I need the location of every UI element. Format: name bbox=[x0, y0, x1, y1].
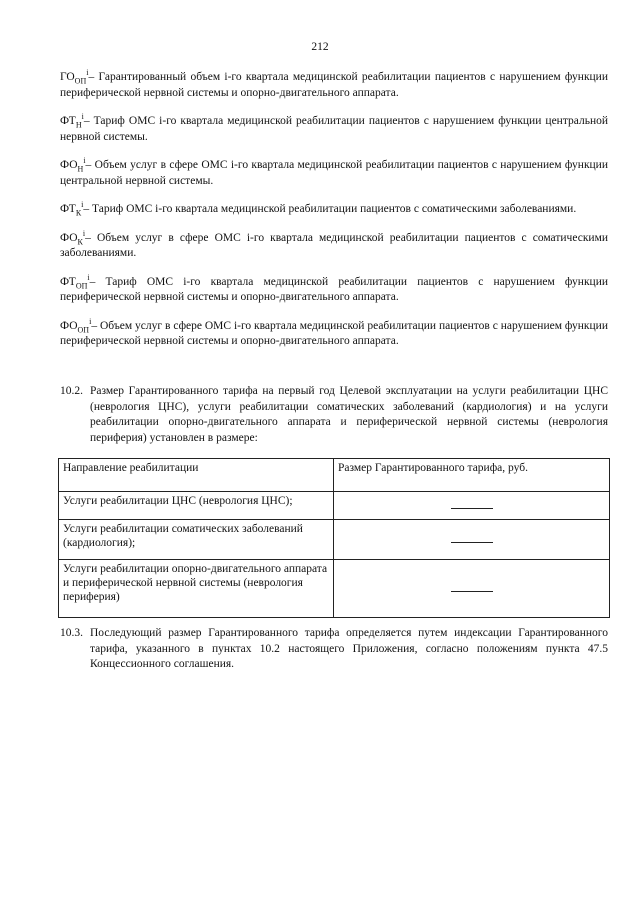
blank-value-line bbox=[451, 590, 493, 592]
table-row bbox=[59, 492, 610, 520]
table-header-row bbox=[59, 459, 610, 492]
definition-text: Тариф ОМС i-го квартала медицинской реабилитации пациентов с нарушением функции центральной нервной системы. bbox=[60, 115, 609, 143]
definition-symbol: $ФТ_К^i-$ bbox=[60, 200, 93, 218]
definition-symbol: $ФТ_Н^i-$ bbox=[60, 112, 94, 130]
definition-text: Тариф ОМС i-го квартала медицинской реабилитации пациентов с соматическими заболеваниями. bbox=[92, 203, 577, 215]
definition-symbol: $ФО_Н^i-$ bbox=[60, 156, 95, 174]
table-header-direction: Направление реабилитации bbox=[59, 459, 334, 492]
definition-fo-n bbox=[60, 158, 608, 189]
table-row bbox=[59, 560, 610, 618]
table-header-tariff: Размер Гарантированного тарифа, руб. bbox=[334, 459, 610, 492]
table-cell-direction: Услуги реабилитации соматических заболеваний (кардиология); bbox=[59, 520, 334, 560]
blank-value-line bbox=[451, 507, 493, 509]
clause-number: 10.3. bbox=[60, 627, 83, 639]
definition-symbol: $ФО_К^i-$ bbox=[60, 228, 97, 246]
definition-ft-k bbox=[60, 202, 608, 218]
table-cell-value bbox=[334, 520, 610, 560]
clause-text: Размер Гарантированного тарифа на первый год Целевой эксплуатации на услуги реабилитации ЦНС (неврология ЦНС), услуги реабилитации соматических заболеваний (кардиология) и на услуги реабилитации опорно-двигательного аппарата и периферической нервной системы (неврология периферия) установлен в размере: bbox=[90, 385, 608, 444]
definition-text: Объем услуг в сфере ОМС i-го квартала медицинской реабилитации пациентов с нарушением функции центральной нервной системы. bbox=[60, 159, 608, 187]
clause-10-3 bbox=[60, 626, 608, 673]
definition-text: Гарантированный объем i-го квартала медицинской реабилитации пациентов с нарушением функции периферической нервной системы и опорно-двигательного аппарата. bbox=[60, 71, 608, 99]
definition-go-op bbox=[60, 70, 608, 101]
table-cell-value bbox=[334, 560, 610, 618]
definition-symbol: $ФО_{ОП}^i-$ bbox=[60, 316, 100, 334]
definition-symbol: $ГО_{ОП}^i-$ bbox=[60, 68, 99, 86]
blank-value-line bbox=[451, 541, 493, 543]
definition-ft-op bbox=[60, 272, 609, 306]
definition-text: Объем услуг в сфере ОМС i-го квартала медицинской реабилитации пациентов с нарушением функции периферической нервной системы и опорно-двигательного аппарата. bbox=[60, 319, 608, 347]
definition-fo-op bbox=[60, 316, 608, 350]
table-cell-value bbox=[334, 492, 610, 520]
page-number: 212 bbox=[311, 41, 329, 53]
definition-fo-k bbox=[60, 228, 608, 262]
definitions-list bbox=[60, 70, 608, 363]
clause-number: 10.2. bbox=[60, 385, 83, 397]
tariff-table bbox=[58, 458, 610, 618]
definition-ft-n bbox=[60, 114, 608, 145]
definition-text: Объем услуг в сфере ОМС i-го квартала медицинской реабилитации пациентов с соматическими заболеваниями. bbox=[60, 231, 608, 259]
table-cell-direction: Услуги реабилитации опорно-двигательного аппарата и периферической нервной системы (неврология периферия) bbox=[59, 560, 334, 618]
definition-text: Тариф ОМС i-го квартала медицинской реабилитации пациентов с нарушением функции периферической нервной системы и опорно-двигательного аппарата. bbox=[60, 275, 609, 303]
clause-text: Последующий размер Гарантированного тарифа определяется путем индексации Гарантированного тарифа, указанного в пунктах 10.2 настоящего Приложения, согласно положениям пункта 47.5 Концессионного соглашения. bbox=[90, 627, 608, 670]
clause-10-2 bbox=[60, 384, 608, 446]
table-row bbox=[59, 520, 610, 560]
definition-symbol: $ФТ_{ОП}^i-$ bbox=[60, 272, 106, 290]
table-cell-direction: Услуги реабилитации ЦНС (неврология ЦНС); bbox=[59, 492, 334, 520]
